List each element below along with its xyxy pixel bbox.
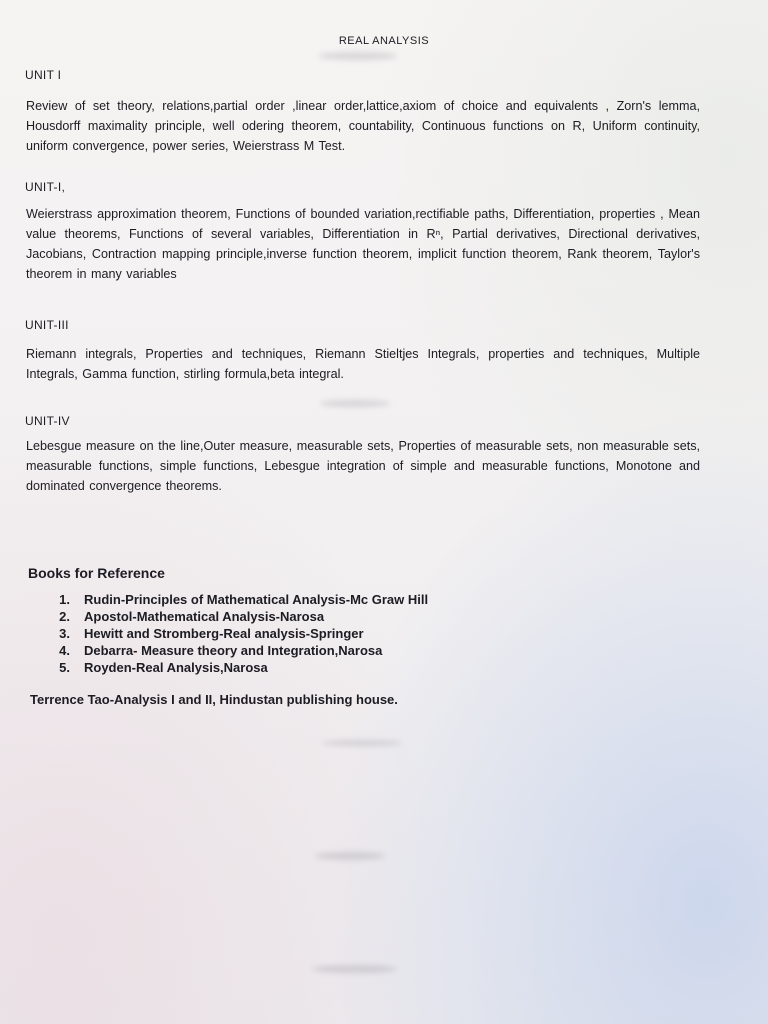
scan-smudge xyxy=(315,852,385,860)
unit-3-heading: UNIT-III xyxy=(25,318,69,332)
book-title: Rudin-Principles of Mathematical Analysis-Mc Graw Hill xyxy=(84,592,429,607)
book-number: 2. xyxy=(59,609,70,624)
list-item xyxy=(56,625,428,642)
unit-4-heading: UNIT-IV xyxy=(25,414,70,428)
unit-2-body: Weierstrass approximation theorem, Functions of bounded variation,rectifiable paths, Differentiation, properties , Mean value theorems, Functions of several variables, Differentiation in Rⁿ, Partial derivatives, Directional derivatives, Jacobians, Contraction mapping principle,inverse function theorem, implicit function theorem, Rank theorem, Taylor's theorem in many variables xyxy=(26,207,700,281)
book-title: Hewitt and Stromberg-Real analysis-Springer xyxy=(84,626,364,641)
book-title: Apostol-Mathematical Analysis-Narosa xyxy=(84,609,325,624)
extra-book-reference: Terrence Tao-Analysis I and II, Hindustan publishing house. xyxy=(30,692,398,707)
unit-3-body: Riemann integrals, Properties and techniques, Riemann Stieltjes Integrals, properties and techniques, Multiple Integrals, Gamma function, stirling formula,beta integral. xyxy=(26,347,700,381)
scan-smudge xyxy=(320,400,390,407)
book-number: 1. xyxy=(59,592,70,607)
list-item xyxy=(56,642,428,659)
book-number: 3. xyxy=(59,626,70,641)
unit-1-body: Review of set theory, relations,partial order ,linear order,lattice,axiom of choice and equivalents , Zorn's lemma, Housdorff maximality principle, well odering theorem, countability, Continuous functions on R, Uniform continuity, uniform convergence, power series, Weierstrass M Test. xyxy=(26,99,700,153)
page-title: REAL ANALYSIS xyxy=(338,35,430,47)
scan-smudge xyxy=(322,740,402,746)
book-number: 5. xyxy=(59,660,70,675)
scan-smudge xyxy=(312,965,397,973)
unit-1-heading: UNIT I xyxy=(25,68,62,82)
unit-2-heading: UNIT-I, xyxy=(25,180,66,194)
book-title: Royden-Real Analysis,Narosa xyxy=(84,660,268,675)
books-list xyxy=(56,591,428,676)
books-heading: Books for Reference xyxy=(28,565,165,581)
list-item xyxy=(56,591,428,608)
unit-4-body: Lebesgue measure on the line,Outer measure, measurable sets, Properties of measurable sets, non measurable sets, measurable functions, simple functions, Lebesgue integration of simple and measurable functions, Monotone and dominated convergence theorems. xyxy=(26,439,700,493)
list-item xyxy=(56,608,428,625)
book-title: Debarra- Measure theory and Integration,Narosa xyxy=(84,643,383,658)
scan-smudge xyxy=(318,52,398,60)
book-number: 4. xyxy=(59,643,70,658)
list-item xyxy=(56,659,428,676)
